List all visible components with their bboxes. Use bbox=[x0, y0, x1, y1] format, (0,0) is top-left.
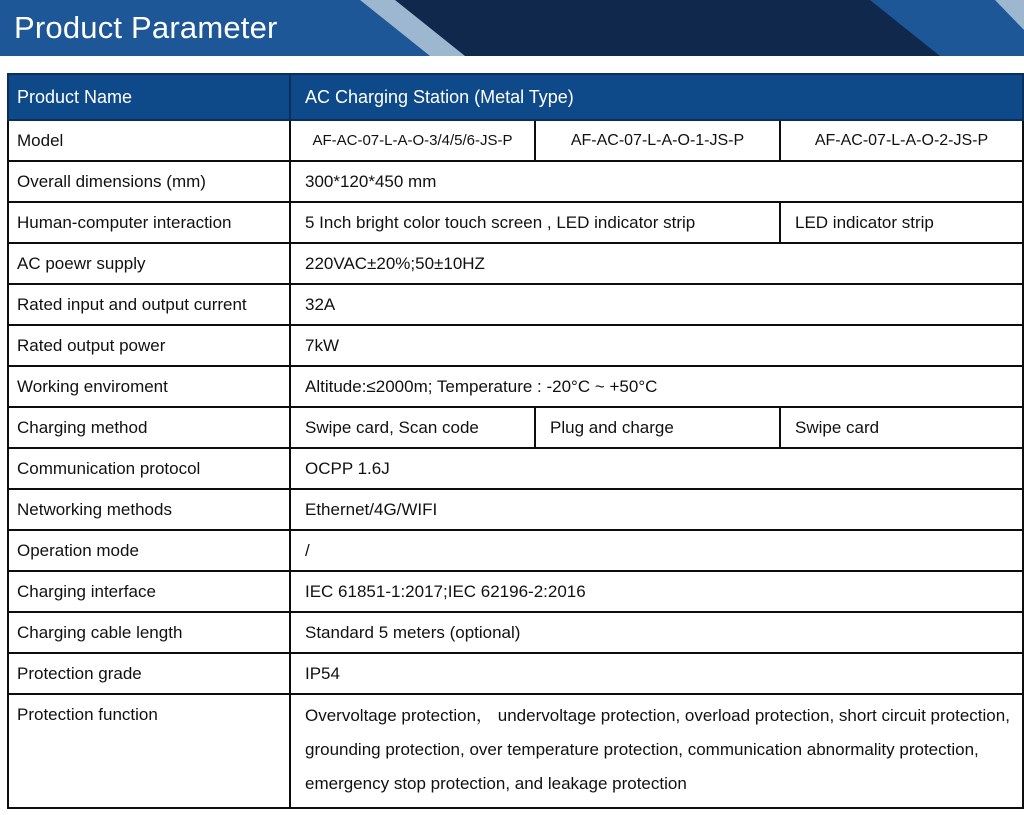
product-name-value: AC Charging Station (Metal Type) bbox=[290, 74, 1023, 120]
cable-value: Standard 5 meters (optional) bbox=[290, 612, 1023, 653]
table-row bbox=[8, 489, 1023, 530]
table-row bbox=[8, 243, 1023, 284]
protection-function-label: Protection function bbox=[8, 694, 290, 808]
charging-method-label: Charging method bbox=[8, 407, 290, 448]
dimensions-value: 300*120*450 mm bbox=[290, 161, 1023, 202]
environment-value: Altitude:≤2000m; Temperature : -20°C ~ +50°C bbox=[290, 366, 1023, 407]
table-row bbox=[8, 571, 1023, 612]
protocol-value: OCPP 1.6J bbox=[290, 448, 1023, 489]
page-title: Product Parameter bbox=[14, 10, 278, 45]
hci-label: Human-computer interaction bbox=[8, 202, 290, 243]
protocol-label: Communication protocol bbox=[8, 448, 290, 489]
dimensions-label: Overall dimensions (mm) bbox=[8, 161, 290, 202]
table-row bbox=[8, 202, 1023, 243]
table-row bbox=[8, 284, 1023, 325]
parameter-table bbox=[7, 73, 1024, 809]
power-value: 7kW bbox=[290, 325, 1023, 366]
grade-label: Protection grade bbox=[8, 653, 290, 694]
table-row bbox=[8, 612, 1023, 653]
model-value-2: AF-AC-07-L-A-O-1-JS-P bbox=[535, 120, 780, 161]
table-row bbox=[8, 120, 1023, 161]
table-row bbox=[8, 325, 1023, 366]
table-row bbox=[8, 530, 1023, 571]
charging-method-value-1: Swipe card, Scan code bbox=[290, 407, 535, 448]
cable-label: Charging cable length bbox=[8, 612, 290, 653]
current-value: 32A bbox=[290, 284, 1023, 325]
interface-value: IEC 61851-1:2017;IEC 62196-2:2016 bbox=[290, 571, 1023, 612]
table-header-row bbox=[8, 74, 1023, 120]
environment-label: Working enviroment bbox=[8, 366, 290, 407]
power-label: Rated output power bbox=[8, 325, 290, 366]
table-row bbox=[8, 653, 1023, 694]
hci-value-alt: LED indicator strip bbox=[780, 202, 1023, 243]
protection-function-value: Overvoltage protection， undervoltage protection, overload protection, short circuit protection, grounding protection, over temperature protection, communication abnormality protection, emergency stop protection, and leakage protection bbox=[290, 694, 1023, 808]
model-label: Model bbox=[8, 120, 290, 161]
interface-label: Charging interface bbox=[8, 571, 290, 612]
operation-value: / bbox=[290, 530, 1023, 571]
table-row bbox=[8, 161, 1023, 202]
table-row bbox=[8, 694, 1023, 808]
model-value-1: AF-AC-07-L-A-O-3/4/5/6-JS-P bbox=[290, 120, 535, 161]
current-label: Rated input and output current bbox=[8, 284, 290, 325]
charging-method-value-3: Swipe card bbox=[780, 407, 1023, 448]
ac-supply-label: AC poewr supply bbox=[8, 243, 290, 284]
table-row bbox=[8, 407, 1023, 448]
model-value-3: AF-AC-07-L-A-O-2-JS-P bbox=[780, 120, 1023, 161]
hci-value-main: 5 Inch bright color touch screen , LED indicator strip bbox=[290, 202, 780, 243]
ac-supply-value: 220VAC±20%;50±10HZ bbox=[290, 243, 1023, 284]
table-row bbox=[8, 366, 1023, 407]
networking-value: Ethernet/4G/WIFI bbox=[290, 489, 1023, 530]
product-name-label: Product Name bbox=[8, 74, 290, 120]
table-row bbox=[8, 448, 1023, 489]
grade-value: IP54 bbox=[290, 653, 1023, 694]
charging-method-value-2: Plug and charge bbox=[535, 407, 780, 448]
operation-label: Operation mode bbox=[8, 530, 290, 571]
networking-label: Networking methods bbox=[8, 489, 290, 530]
header-banner bbox=[0, 0, 1024, 56]
